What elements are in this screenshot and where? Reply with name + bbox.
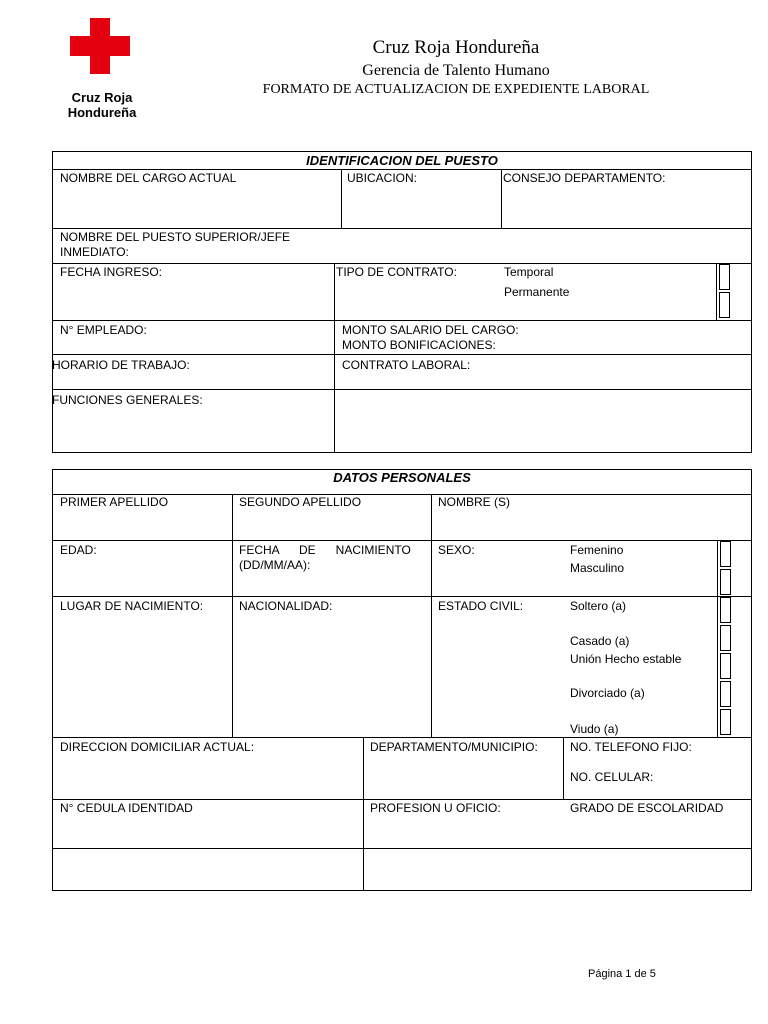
logo-text-line-2: Hondureña [67, 105, 137, 120]
label-consejo-departamento: CONSEJO DEPARTAMENTO: [503, 171, 666, 185]
personales-table [52, 469, 752, 891]
option-soltero: Soltero (a) [570, 599, 627, 613]
label-celular: NO. CELULAR: [570, 770, 654, 784]
label-telefono-fijo: NO. TELEFONO FIJO: [570, 740, 692, 754]
option-temporal: Temporal [504, 265, 554, 279]
option-union-hecho: Unión Hecho estable [570, 652, 682, 666]
label-fecha-nacimiento-line-1: FECHA DE NACIMIENTO [239, 543, 411, 557]
label-sexo: SEXO: [438, 543, 475, 557]
label-cedula: N° CEDULA IDENTIDAD [60, 801, 193, 815]
page-number: Página 1 de 5 [588, 968, 656, 980]
org-subtitle: Gerencia de Talento Humano [362, 62, 550, 79]
label-tipo-contrato: TIPO DE CONTRATO: [336, 265, 457, 279]
org-title: Cruz Roja Hondureña [372, 37, 540, 58]
label-superior-line-1: NOMBRE DEL PUESTO SUPERIOR/JEFE [60, 230, 291, 244]
option-femenino: Femenino [570, 543, 624, 557]
label-estado-civil: ESTADO CIVIL: [438, 599, 524, 613]
label-funciones: FUNCIONES GENERALES: [52, 393, 203, 407]
label-cargo-actual: NOMBRE DEL CARGO ACTUAL [60, 171, 237, 185]
checkbox-soltero[interactable] [720, 597, 731, 623]
label-escolaridad: GRADO DE ESCOLARIDAD [570, 801, 724, 815]
label-monto-salario: MONTO SALARIO DEL CARGO: [342, 323, 519, 337]
checkbox-union-hecho[interactable] [720, 653, 731, 679]
label-contrato-laboral: CONTRATO LABORAL: [342, 358, 471, 372]
label-edad: EDAD: [60, 543, 97, 557]
checkbox-masculino[interactable] [720, 569, 731, 595]
label-monto-bonificaciones: MONTO BONIFICACIONES: [342, 338, 496, 352]
label-direccion: DIRECCION DOMICILIAR ACTUAL: [60, 740, 255, 754]
label-lugar-nacimiento: LUGAR DE NACIMIENTO: [60, 599, 204, 613]
checkbox-casado[interactable] [720, 625, 731, 651]
option-divorciado: Divorciado (a) [570, 686, 645, 700]
logo-text-line-1: Cruz Roja [71, 90, 133, 105]
label-ubicacion: UBICACION: [347, 171, 418, 185]
checkbox-temporal[interactable] [719, 264, 730, 290]
label-departamento-municipio: DEPARTAMENTO/MUNICIPIO: [370, 740, 538, 754]
option-permanente: Permanente [504, 285, 570, 299]
form-title: FORMATO DE ACTUALIZACION DE EXPEDIENTE LABORAL [262, 82, 650, 97]
label-superior-line-2: INMEDIATO: [60, 245, 129, 259]
personales-section-title: DATOS PERSONALES [333, 470, 471, 485]
label-horario: HORARIO DE TRABAJO: [52, 358, 190, 372]
label-fecha-nacimiento-line-2: (DD/MM/AA): [239, 558, 311, 572]
label-segundo-apellido: SEGUNDO APELLIDO [239, 495, 362, 509]
option-masculino: Masculino [570, 561, 625, 575]
label-nacionalidad: NACIONALIDAD: [239, 599, 333, 613]
label-fecha-ingreso: FECHA INGRESO: [60, 265, 163, 279]
label-primer-apellido: PRIMER APELLIDO [60, 495, 169, 509]
checkbox-permanente[interactable] [719, 292, 730, 318]
option-viudo: Viudo (a) [570, 722, 619, 736]
puesto-section-title: IDENTIFICACION DEL PUESTO [306, 153, 498, 168]
label-nombres: NOMBRE (S) [438, 495, 510, 509]
checkbox-divorciado[interactable] [720, 681, 731, 707]
label-profesion: PROFESION U OFICIO: [370, 801, 501, 815]
checkbox-femenino[interactable] [720, 541, 731, 567]
option-casado: Casado (a) [570, 634, 630, 648]
label-empleado: N° EMPLEADO: [60, 323, 147, 337]
checkbox-viudo[interactable] [720, 709, 731, 735]
